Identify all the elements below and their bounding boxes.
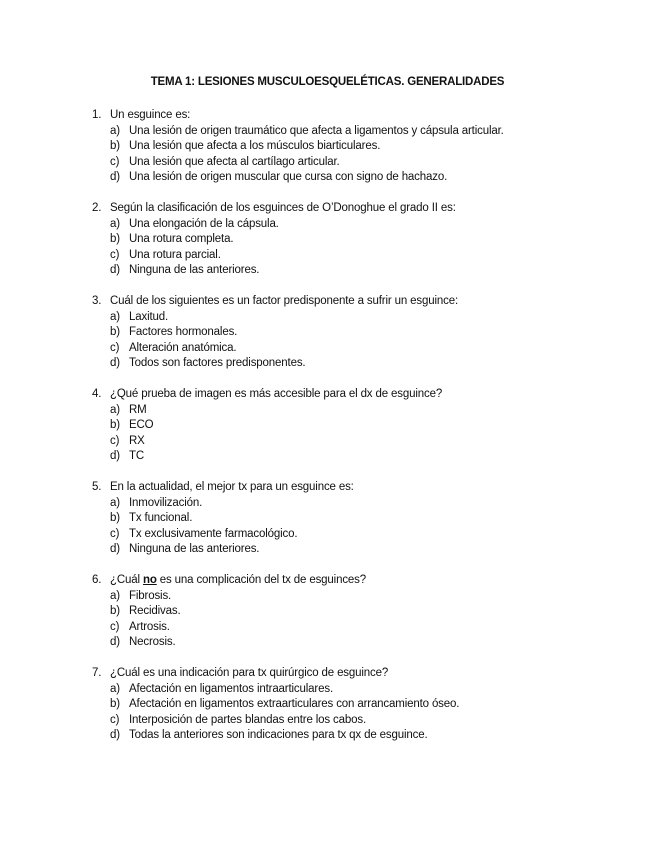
answer-option-d: [92, 356, 612, 372]
option-label: b): [110, 698, 120, 710]
option-text: Factores hormonales.: [129, 326, 238, 338]
answer-option-a: [92, 589, 612, 605]
question-stem: [92, 201, 612, 217]
answer-option-b: [92, 232, 612, 248]
option-text: RM: [129, 403, 147, 416]
question-number: 2.: [92, 202, 102, 214]
question-text: Según la clasificación de los esguinces de O’Donoghue el grado II es:: [110, 202, 456, 214]
question-1: [92, 108, 612, 186]
question-number: 3.: [92, 295, 102, 307]
option-label: a): [110, 217, 120, 230]
question-stem: [92, 387, 612, 403]
option-label: a): [110, 403, 120, 416]
answer-option-d: [92, 635, 612, 651]
option-label: d): [110, 636, 120, 648]
question-stem: [92, 108, 612, 124]
answer-option-a: [92, 403, 612, 419]
option-label: a): [110, 589, 120, 602]
question-text-emphasis: no: [142, 574, 157, 586]
option-label: d): [110, 264, 120, 276]
answer-option-d: [92, 728, 612, 744]
option-text: Afectación en ligamentos extraarticulares con arrancamiento óseo.: [129, 698, 460, 710]
answer-option-c: [92, 527, 612, 543]
option-label: d): [110, 450, 120, 462]
option-label: c): [110, 248, 120, 261]
option-label: b): [110, 233, 120, 245]
question-number: 7.: [92, 667, 102, 679]
answer-option-c: [92, 620, 612, 636]
answer-option-b: [92, 418, 612, 434]
option-text: Una lesión que afecta al cartílago articular.: [129, 155, 340, 168]
question-text-start: ¿Cuál: [110, 574, 143, 586]
option-label: c): [110, 155, 120, 168]
option-text: Artrosis.: [129, 620, 170, 633]
question-4: [92, 387, 612, 465]
option-text: Una rotura completa.: [129, 233, 234, 245]
option-text: Una lesión que afecta a los músculos biarticulares.: [129, 140, 381, 152]
answer-option-b: [92, 325, 612, 341]
question-6: [92, 573, 612, 651]
option-text: Tx funcional.: [129, 512, 193, 524]
option-label: b): [110, 419, 120, 431]
question-stem: [92, 294, 612, 310]
option-text: Afectación en ligamentos intraarticulares.: [129, 682, 334, 695]
answer-option-b: [92, 604, 612, 620]
answer-option-a: [92, 310, 612, 326]
answer-option-c: [92, 434, 612, 450]
option-label: d): [110, 543, 120, 555]
option-label: c): [110, 434, 120, 447]
option-text: Una elongación de la cápsula.: [129, 217, 279, 230]
option-label: c): [110, 713, 120, 726]
answer-option-b: [92, 139, 612, 155]
option-text: ECO: [129, 419, 154, 431]
question-text: En la actualidad, el mejor tx para un esguince es:: [110, 481, 354, 493]
option-text: Fibrosis.: [129, 589, 172, 602]
option-label: b): [110, 326, 120, 338]
answer-option-d: [92, 170, 612, 186]
question-number: 1.: [92, 109, 102, 121]
question-number: 5.: [92, 481, 102, 493]
answer-option-a: [92, 124, 612, 140]
option-text: Recidivas.: [129, 605, 181, 617]
question-3: [92, 294, 612, 372]
option-text: Tx exclusivamente farmacológico.: [129, 527, 298, 540]
option-label: d): [110, 729, 120, 741]
question-text: Cuál de los siguientes es un factor predisponente a sufrir un esguince:: [110, 295, 458, 307]
question-stem: [92, 573, 612, 589]
option-text: Una lesión de origen traumático que afecta a ligamentos y cápsula articular.: [129, 124, 504, 137]
option-text: Ninguna de las anteriores.: [129, 543, 260, 555]
question-text-end: es una complicación del tx de esguinces?: [156, 574, 367, 586]
option-label: b): [110, 140, 120, 152]
question-text: Un esguince es:: [110, 109, 191, 121]
option-label: d): [110, 357, 120, 369]
option-text: Necrosis.: [129, 636, 176, 648]
question-5: [92, 480, 612, 558]
answer-option-c: [92, 341, 612, 357]
option-label: a): [110, 310, 120, 323]
option-text: Ninguna de las anteriores.: [129, 264, 260, 276]
answer-option-d: [92, 263, 612, 279]
option-label: c): [110, 341, 120, 354]
option-label: a): [110, 682, 120, 695]
option-text: Laxitud.: [129, 310, 169, 323]
option-text: Alteración anatómica.: [129, 341, 237, 354]
option-text: Inmovilización.: [129, 496, 203, 509]
answer-option-a: [92, 217, 612, 233]
question-stem: [92, 480, 612, 496]
answer-option-c: [92, 713, 612, 729]
question-text: ¿Cuál es una indicación para tx quirúrgico de esguince?: [110, 667, 389, 679]
answer-option-b: [92, 697, 612, 713]
option-text: Todas la anteriores son indicaciones para tx qx de esguince.: [129, 729, 428, 741]
answer-option-d: [92, 449, 612, 465]
question-stem: [92, 666, 612, 682]
option-text: TC: [129, 450, 145, 462]
question-list: [92, 108, 612, 759]
answer-option-a: [92, 682, 612, 698]
option-text: Una lesión de origen muscular que cursa con signo de hachazo.: [129, 171, 448, 183]
option-text: Una rotura parcial.: [129, 248, 221, 261]
option-label: b): [110, 512, 120, 524]
answer-option-a: [92, 496, 612, 512]
option-label: b): [110, 605, 120, 617]
option-label: a): [110, 124, 120, 137]
question-number: 6.: [92, 574, 102, 586]
option-text: RX: [129, 434, 145, 447]
answer-option-d: [92, 542, 612, 558]
question-text: ¿Qué prueba de imagen es más accesible para el dx de esguince?: [110, 388, 443, 400]
option-label: d): [110, 171, 120, 183]
answer-option-c: [92, 248, 612, 264]
option-label: c): [110, 527, 120, 540]
option-label: a): [110, 496, 120, 509]
question-text: [110, 573, 366, 589]
question-number: 4.: [92, 388, 102, 400]
question-2: [92, 201, 612, 279]
answer-option-c: [92, 155, 612, 171]
option-text: Interposición de partes blandas entre los cabos.: [129, 713, 367, 726]
option-label: c): [110, 620, 120, 633]
option-text: Todos son factores predisponentes.: [129, 357, 306, 369]
question-7: [92, 666, 612, 744]
answer-option-b: [92, 511, 612, 527]
document-title: TEMA 1: LESIONES MUSCULOESQUELÉTICAS. GENERALIDADES: [150, 76, 505, 88]
